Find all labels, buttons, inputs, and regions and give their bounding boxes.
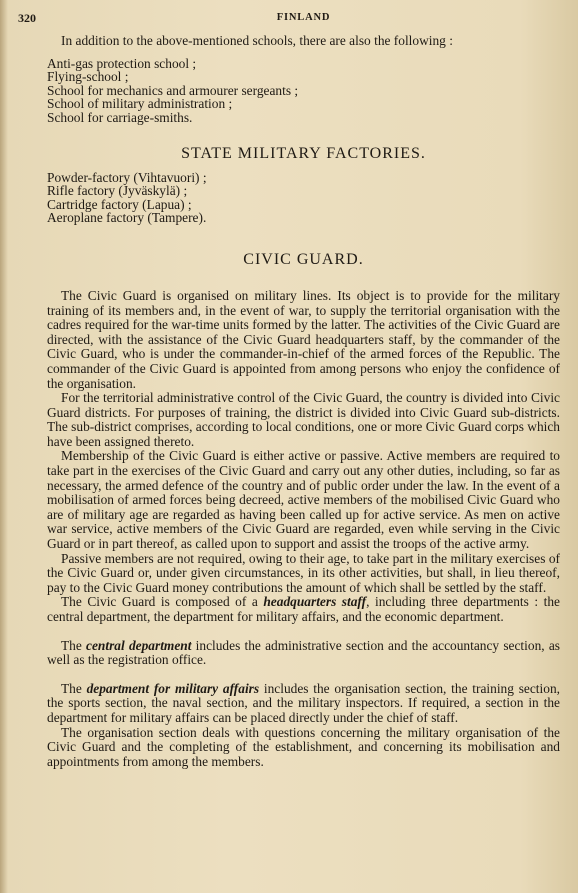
text-run: The	[61, 680, 87, 696]
paragraph-territorial-control: For the territorial administrative control of the Civic Guard, the country is divided into Civic Guard districts. For purposes of training, the district is divided into Civic Guard sub-districts. The sub-district comprises, according to local conditions, one or more Civic Guard corps which have been assigned thereto.	[47, 390, 560, 449]
paragraph-passive-members: Passive members are not required, owing to their age, to take part in the military exercises of the Civic Guard or, under given circumstances, in its other activities, but shall, in lieu thereof, pay to the Civic Guard money contributions the amount of which shall be settled by the staff.	[47, 550, 560, 595]
list-item: School for mechanics and armourer sergeants ;	[47, 82, 299, 98]
list-item: Aeroplane factory (Tampere).	[47, 210, 207, 226]
civic-guard-heading: CIVIC GUARD.	[243, 250, 364, 268]
list-item: Cartridge factory (Lapua) ;	[47, 196, 192, 212]
list-item: School of military administration ;	[47, 96, 233, 112]
civic-guard-body	[47, 289, 560, 769]
factories-heading: STATE MILITARY FACTORIES.	[181, 144, 426, 162]
page-header	[18, 8, 560, 28]
text-run: The Civic Guard is composed of a	[61, 594, 264, 610]
paragraph-composition	[47, 595, 560, 624]
paragraph-military-affairs	[47, 682, 560, 726]
text-run: , including three departments : the central department, the department for military affairs, and the economic department.	[47, 594, 561, 624]
text-run: includes the administrative section and the accountancy section, as well as the registration office.	[47, 637, 560, 668]
paragraph-organisation-section: The organisation section deals with questions concerning the military organisation of the Civic Guard and the completing of the establishment, and concerning its mobilisation and appointments from among the members.	[47, 724, 560, 769]
running-head: FINLAND	[276, 12, 331, 23]
emphasis-central-department: central department	[86, 637, 192, 653]
text-run: includes the organisation section, the training section, the sports section, the naval section, and the military inspectors. If required, a section in the department for military affairs can be placed directly under the chief of staff.	[47, 680, 560, 725]
page-spine-shadow	[0, 0, 8, 893]
list-item: Powder-factory (Vihtavuori) ;	[47, 169, 207, 185]
schools-list	[47, 57, 560, 125]
list-item: Flying-school ;	[47, 69, 129, 85]
emphasis-department-military-affairs: department for military affairs	[86, 680, 260, 696]
list-item: Anti-gas protection school ;	[47, 55, 197, 71]
list-item: Rifle factory (Jyväskylä) ;	[47, 183, 188, 199]
text-run: The	[61, 637, 87, 653]
factories-list	[47, 171, 560, 225]
list-item: School for carriage-smiths.	[47, 109, 193, 125]
emphasis-headquarters-staff: headquarters staff	[263, 594, 367, 610]
paragraph-organisation: The Civic Guard is organised on military lines. Its object is to provide for the military training of its members and, in the event of war, to supply the territorial organisation with the cadres required for the war-time units formed by the latter. The activities of the Civic Guard are directed, with the assistance of the Civic Guard headquarters staff, by the commander of the Civic Guard, who is under the commander-in-chief of the armed forces of the Republic. The commander of the Civic Guard is appointed from among persons who enjoy the confidence of the organisation.	[47, 287, 560, 391]
paragraph-central-department	[47, 639, 560, 668]
schools-intro: In addition to the above-mentioned schools, there are also the following :	[61, 33, 453, 48]
page-number: 320	[18, 11, 36, 25]
paragraph-membership: Membership of the Civic Guard is either active or passive. Active members are required to take part in the exercises of the Civic Guard and carry out any other duties, including, so far as necessary, the armed defence of the country and of public order under the law. In the event of a mobilisation of armed forces being decreed, active members of the mobilised Civic Guard who are of military age are regarded as having been called up for active service. As men on active war service, active members of the Civic Guard are regarded, even while serving in the Civic Guard or in part thereof, as called upon to support and assist the troops of the active army.	[47, 448, 560, 552]
